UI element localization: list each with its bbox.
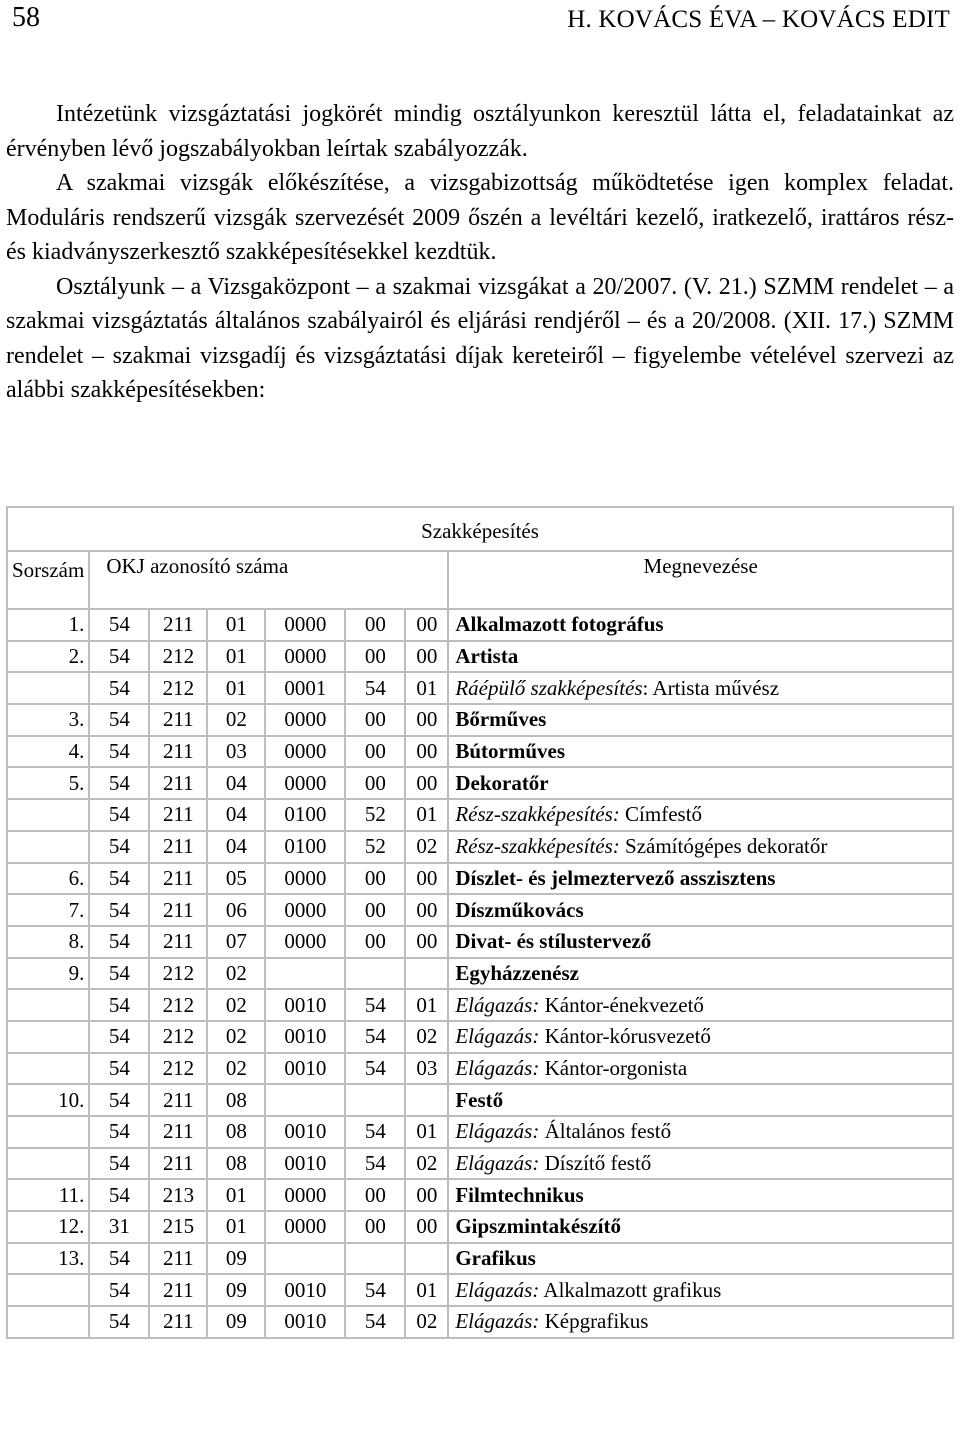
row-number: 4. [7, 736, 89, 768]
okj-code-part: 211 [149, 863, 207, 895]
okj-code-part: 02 [405, 1148, 448, 1180]
okj-code-part: 54 [345, 1116, 405, 1148]
qualification-name: Divat- és stílustervező [455, 929, 652, 954]
qualification-name-cell [448, 1306, 953, 1338]
okj-code-part: 54 [89, 641, 149, 673]
okj-code-part: 01 [207, 1211, 265, 1243]
okj-code-part: 0000 [265, 926, 345, 958]
okj-code-part: 04 [207, 767, 265, 799]
okj-code-part: 54 [345, 1148, 405, 1180]
qualification-name-cell [448, 989, 953, 1021]
okj-code-part: 54 [89, 1053, 149, 1085]
okj-code-part: 211 [149, 767, 207, 799]
okj-code-part: 211 [149, 1148, 207, 1180]
okj-code-part: 04 [207, 799, 265, 831]
row-number: 9. [7, 958, 89, 990]
row-number: 5. [7, 767, 89, 799]
okj-code-part: 54 [89, 704, 149, 736]
table-row [7, 736, 953, 768]
okj-code-part: 03 [207, 736, 265, 768]
page-number: 58 [12, 2, 40, 33]
qualification-name: Festő [455, 1087, 504, 1112]
okj-code-part: 0010 [265, 1116, 345, 1148]
okj-code-part: 54 [345, 1306, 405, 1338]
okj-code-part: 0001 [265, 672, 345, 704]
okj-code-part: 0010 [265, 1148, 345, 1180]
okj-code-part: 54 [345, 1021, 405, 1053]
page-header [6, 0, 954, 48]
okj-code-part: 00 [345, 926, 405, 958]
row-number: 12. [7, 1211, 89, 1243]
okj-code-part [405, 1084, 448, 1116]
okj-code-part: 07 [207, 926, 265, 958]
okj-code-part: 01 [405, 672, 448, 704]
table-row [7, 1243, 953, 1275]
table-row [7, 1148, 953, 1180]
okj-code-part: 54 [89, 989, 149, 1021]
okj-code-part: 00 [405, 863, 448, 895]
okj-code-part: 0000 [265, 1211, 345, 1243]
okj-code-part: 54 [89, 958, 149, 990]
row-number [7, 672, 89, 704]
okj-code-part: 211 [149, 1084, 207, 1116]
okj-code-part: 00 [405, 1211, 448, 1243]
row-number: 1. [7, 609, 89, 641]
okj-code-part: 52 [345, 799, 405, 831]
row-number [7, 1021, 89, 1053]
qualification-name-cell [448, 767, 953, 799]
table-row [7, 926, 953, 958]
okj-code-part: 05 [207, 863, 265, 895]
running-head: H. KOVÁCS ÉVA – KOVÁCS EDIT [567, 6, 950, 33]
okj-code-part: 00 [345, 736, 405, 768]
qualification-name: Kántor-kórusvezető [539, 1024, 711, 1049]
okj-code-part [265, 958, 345, 990]
qualification-name-cell [448, 672, 953, 704]
qualification-name-cell [448, 863, 953, 895]
okj-code-part: 212 [149, 641, 207, 673]
okj-code-part: 00 [405, 926, 448, 958]
qualification-type-label: Rész-szakképesítés: [455, 802, 620, 827]
row-number: 2. [7, 641, 89, 673]
okj-code-part: 54 [345, 672, 405, 704]
okj-code-part: 54 [89, 799, 149, 831]
qualification-name-cell [448, 736, 953, 768]
qualification-name: Díszlet- és jelmeztervező asszisztens [455, 865, 776, 890]
okj-code-part: 02 [207, 958, 265, 990]
okj-code-part: 211 [149, 799, 207, 831]
okj-code-part: 211 [149, 1306, 207, 1338]
okj-code-part: 01 [405, 799, 448, 831]
okj-code-part: 0100 [265, 831, 345, 863]
okj-code-part: 06 [207, 894, 265, 926]
okj-code-part: 52 [345, 831, 405, 863]
okj-code-part: 212 [149, 989, 207, 1021]
okj-code-part: 0000 [265, 863, 345, 895]
qualification-type-label: Elágazás: [455, 1309, 540, 1334]
okj-code-part: 09 [207, 1306, 265, 1338]
okj-code-part: 00 [405, 641, 448, 673]
row-number: 6. [7, 863, 89, 895]
okj-code-part: 212 [149, 1053, 207, 1085]
qualification-name-cell [448, 1116, 953, 1148]
okj-code-part: 0000 [265, 1179, 345, 1211]
okj-code-part: 00 [345, 894, 405, 926]
okj-code-part: 0000 [265, 736, 345, 768]
okj-code-part: 54 [345, 989, 405, 1021]
table-row [7, 1021, 953, 1053]
okj-code-part [345, 1243, 405, 1275]
okj-code-part: 211 [149, 1116, 207, 1148]
qualifications-table [6, 506, 954, 1339]
qualification-name: Alkalmazott fotográfus [455, 612, 664, 637]
qualification-type-label: Elágazás: [455, 1277, 540, 1302]
qualification-name-cell [448, 894, 953, 926]
qualification-type-label: Elágazás: [455, 992, 540, 1017]
okj-code-part: 0010 [265, 1053, 345, 1085]
qualification-name-cell [448, 1211, 953, 1243]
okj-code-part: 09 [207, 1274, 265, 1306]
qualification-name-cell [448, 958, 953, 990]
okj-code-part [265, 1084, 345, 1116]
row-number [7, 1274, 89, 1306]
qualification-type-label: Ráépülő szakképesítés [455, 675, 643, 700]
okj-code-part: 54 [89, 1243, 149, 1275]
okj-code-part: 00 [405, 894, 448, 926]
table-row [7, 1084, 953, 1116]
okj-code-part: 54 [89, 1084, 149, 1116]
okj-code-part: 54 [89, 609, 149, 641]
qualification-name-cell [448, 1243, 953, 1275]
okj-code-part: 00 [405, 704, 448, 736]
row-number [7, 1053, 89, 1085]
qualification-name: Kántor-énekvezető [539, 992, 704, 1017]
qualification-type-label: Rész-szakképesítés: [455, 834, 620, 859]
table-row [7, 767, 953, 799]
qualification-name: Artista [455, 644, 519, 669]
okj-code-part: 211 [149, 1274, 207, 1306]
row-number: 10. [7, 1084, 89, 1116]
okj-code-part: 02 [405, 1021, 448, 1053]
okj-code-part: 54 [89, 1021, 149, 1053]
okj-code-part: 02 [207, 1021, 265, 1053]
okj-code-part: 01 [405, 1116, 448, 1148]
row-number [7, 831, 89, 863]
qualification-name: : Artista művész [642, 675, 780, 700]
qualification-name-cell [448, 704, 953, 736]
okj-code-part: 02 [207, 704, 265, 736]
okj-code-part: 54 [345, 1053, 405, 1085]
qualification-type-label: Elágazás: [455, 1024, 540, 1049]
table-row [7, 1274, 953, 1306]
table-row [7, 1116, 953, 1148]
okj-code-part [345, 958, 405, 990]
okj-code-part: 0000 [265, 609, 345, 641]
row-number [7, 989, 89, 1021]
row-number [7, 1148, 89, 1180]
qualification-name-cell [448, 641, 953, 673]
okj-code-part: 54 [89, 1179, 149, 1211]
okj-code-part: 0010 [265, 1021, 345, 1053]
table-row [7, 1179, 953, 1211]
table-row [7, 1053, 953, 1085]
qualification-name: Díszműkovács [455, 897, 584, 922]
qualification-name: Címfestő [619, 802, 703, 827]
okj-code-part: 02 [207, 989, 265, 1021]
qualification-name: Díszítő festő [539, 1151, 652, 1176]
column-header-okj: OKJ azonosító száma [89, 551, 448, 609]
okj-code-part: 09 [207, 1243, 265, 1275]
row-number: 11. [7, 1179, 89, 1211]
paragraph: A szakmai vizsgák előkészítése, a vizsgabizottság működtetése igen komplex feladat. Moduláris rendszerű vizsgák szervezését 2009 őszén a levéltári kezelő, iratkezelő, irattáros rész- és kiadványszerkesztő szakképesítésekkel kezdtük. [6, 170, 954, 265]
okj-code-part: 08 [207, 1084, 265, 1116]
okj-code-part: 212 [149, 672, 207, 704]
okj-code-part: 212 [149, 1021, 207, 1053]
table-column-header-row [7, 551, 953, 609]
okj-code-part: 00 [405, 736, 448, 768]
okj-code-part: 00 [345, 641, 405, 673]
okj-code-part: 31 [89, 1211, 149, 1243]
row-number: 7. [7, 894, 89, 926]
qualification-name: Bőrműves [455, 707, 547, 732]
okj-code-part: 02 [207, 1053, 265, 1085]
okj-code-part: 54 [89, 736, 149, 768]
qualification-name-cell [448, 926, 953, 958]
okj-code-part: 01 [207, 641, 265, 673]
qualification-name: Filmtechnikus [455, 1182, 584, 1207]
okj-code-part: 00 [345, 767, 405, 799]
qualification-name-cell [448, 1053, 953, 1085]
table-row [7, 989, 953, 1021]
okj-code-part: 0000 [265, 894, 345, 926]
table-group-header: Szakképesítés [7, 507, 953, 551]
okj-code-part: 02 [405, 831, 448, 863]
okj-code-part: 04 [207, 831, 265, 863]
okj-code-part: 03 [405, 1053, 448, 1085]
okj-code-part: 0010 [265, 1274, 345, 1306]
qualification-name: Bútorműves [455, 739, 565, 764]
okj-code-part: 54 [89, 1306, 149, 1338]
qualification-name: Általános festő [539, 1119, 672, 1144]
paragraph: Intézetünk vizsgáztatási jogkörét mindig osztályunkon keresztül látta el, feladatainkat az érvényben lévő jogszabályokban leírtak szabályozzák. [6, 101, 954, 162]
column-header-sorszam: Sorszám [7, 551, 89, 609]
table-row [7, 1306, 953, 1338]
table-row [7, 863, 953, 895]
okj-code-part [345, 1084, 405, 1116]
qualification-name: Egyházzenész [455, 960, 579, 985]
qualification-name-cell [448, 1148, 953, 1180]
qualification-name: Képgrafikus [539, 1309, 649, 1334]
okj-code-part: 54 [345, 1274, 405, 1306]
qualification-name: Alkalmazott grafikus [539, 1277, 722, 1302]
okj-code-part: 0100 [265, 799, 345, 831]
row-number [7, 799, 89, 831]
okj-code-part: 08 [207, 1116, 265, 1148]
okj-code-part: 54 [89, 672, 149, 704]
okj-code-part: 54 [89, 1116, 149, 1148]
qualification-name-cell [448, 1021, 953, 1053]
qualification-name: Dekoratőr [455, 770, 549, 795]
okj-code-part: 54 [89, 1148, 149, 1180]
okj-code-part: 211 [149, 609, 207, 641]
okj-code-part: 211 [149, 736, 207, 768]
okj-code-part: 54 [89, 926, 149, 958]
okj-code-part: 01 [207, 1179, 265, 1211]
table-row [7, 641, 953, 673]
okj-code-part: 00 [345, 609, 405, 641]
okj-code-part: 211 [149, 831, 207, 863]
qualification-name: Grafikus [455, 1246, 536, 1271]
okj-code-part: 0010 [265, 989, 345, 1021]
qualification-name-cell [448, 831, 953, 863]
column-header-name: Megnevezése [448, 551, 953, 609]
table-row [7, 958, 953, 990]
table-row [7, 831, 953, 863]
okj-code-part: 08 [207, 1148, 265, 1180]
okj-code-part: 211 [149, 704, 207, 736]
okj-code-part: 0000 [265, 704, 345, 736]
okj-code-part [265, 1243, 345, 1275]
qualification-name: Számítógépes dekoratőr [619, 834, 828, 859]
qualification-name-cell [448, 609, 953, 641]
qualification-name: Gipszmintakészítő [455, 1214, 621, 1239]
okj-code-part: 00 [345, 1211, 405, 1243]
okj-code-part: 00 [345, 704, 405, 736]
row-number [7, 1306, 89, 1338]
okj-code-part: 211 [149, 894, 207, 926]
paragraph: Osztályunk – a Vizsgaközpont – a szakmai vizsgákat a 20/2007. (V. 21.) SZMM rendelet – a szakmai vizsgáztatás általános szabályairól és eljárási rendjéről – és a 20/2008. (XII. 17.) SZMM rendelet – szakmai vizsgadíj és vizsgáztatási díjak kereteiről – figyelembe vételével szervezi az alábbi szakképesítésekben: [6, 273, 954, 403]
qualification-type-label: Elágazás: [455, 1119, 540, 1144]
okj-code-part: 00 [405, 1179, 448, 1211]
row-number [7, 1116, 89, 1148]
okj-code-part: 54 [89, 1274, 149, 1306]
qualification-type-label: Elágazás: [455, 1055, 540, 1080]
table-row [7, 894, 953, 926]
okj-code-part: 215 [149, 1211, 207, 1243]
table-row [7, 704, 953, 736]
row-number: 13. [7, 1243, 89, 1275]
okj-code-part: 0010 [265, 1306, 345, 1338]
qualification-type-label: Elágazás: [455, 1151, 540, 1176]
qualification-name: Kántor-orgonista [539, 1055, 688, 1080]
okj-code-part: 00 [345, 863, 405, 895]
okj-code-part: 01 [207, 672, 265, 704]
okj-code-part: 211 [149, 1243, 207, 1275]
okj-code-part: 0000 [265, 767, 345, 799]
okj-code-part: 00 [405, 767, 448, 799]
okj-code-part: 212 [149, 958, 207, 990]
table-row [7, 799, 953, 831]
okj-code-part: 00 [345, 1179, 405, 1211]
table-group-header-row [7, 507, 953, 551]
okj-code-part: 54 [89, 863, 149, 895]
qualification-name-cell [448, 799, 953, 831]
table-row [7, 1211, 953, 1243]
okj-code-part: 213 [149, 1179, 207, 1211]
okj-code-part [405, 958, 448, 990]
row-number: 8. [7, 926, 89, 958]
okj-code-part: 01 [207, 609, 265, 641]
qualification-name-cell [448, 1179, 953, 1211]
okj-code-part: 0000 [265, 641, 345, 673]
okj-code-part: 211 [149, 926, 207, 958]
row-number: 3. [7, 704, 89, 736]
okj-code-part: 00 [405, 609, 448, 641]
okj-code-part: 54 [89, 831, 149, 863]
qualification-name-cell [448, 1274, 953, 1306]
qualification-name-cell [448, 1084, 953, 1116]
okj-code-part: 02 [405, 1306, 448, 1338]
table-row [7, 609, 953, 641]
okj-code-part [405, 1243, 448, 1275]
okj-code-part: 01 [405, 989, 448, 1021]
okj-code-part: 54 [89, 894, 149, 926]
okj-code-part: 01 [405, 1274, 448, 1306]
table-row [7, 672, 953, 704]
okj-code-part: 54 [89, 767, 149, 799]
body-text [6, 97, 954, 408]
